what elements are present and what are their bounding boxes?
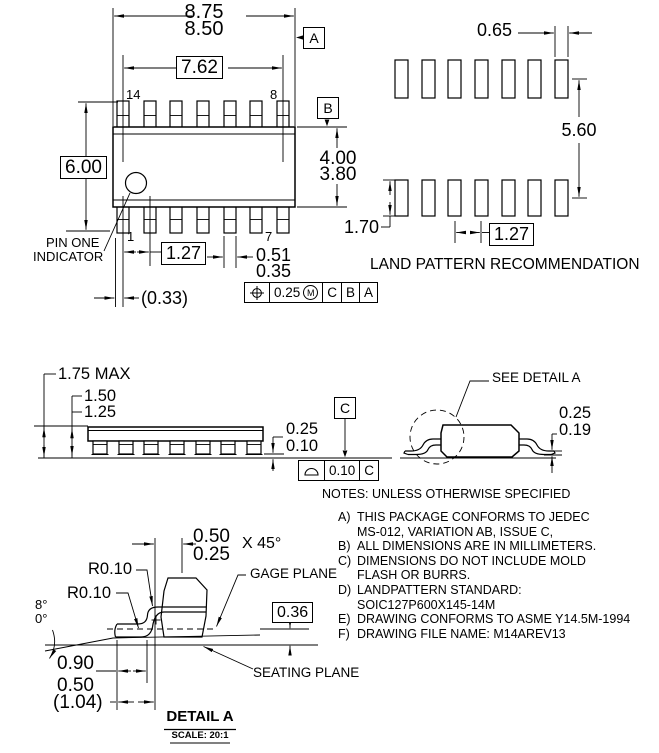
note-line: THIS PACKAGE CONFORMS TO JEDEC <box>357 510 590 524</box>
fcf-tolerance: 0.25 <box>274 285 301 300</box>
dim-height-max: 1.75 MAX <box>58 365 131 383</box>
detail-a-scale: SCALE: 20:1 <box>171 730 229 741</box>
end-view-linework <box>400 381 562 473</box>
dim-body-length-max: 8.75 <box>184 1 224 23</box>
dim-radius-upper: R0.10 <box>88 560 133 578</box>
fcf-datum-b: B <box>341 283 359 302</box>
note-line: DRAWING FILE NAME: M14AREV13 <box>357 626 566 641</box>
datum-flag-a: A <box>303 27 325 49</box>
chamfer-angle-label: X 45° <box>242 535 282 552</box>
dim-pitch-boxed: 1.27 <box>161 242 206 265</box>
land-pattern-linework <box>381 26 592 243</box>
dim-standoff-min: 0.10 <box>286 437 319 455</box>
dim-lead-span-max: 4.00 <box>319 148 357 169</box>
position-symbol-icon <box>245 283 269 302</box>
note-label: B) <box>338 539 351 554</box>
note-item-a <box>338 510 630 539</box>
datum-flag-c: C <box>334 397 356 419</box>
dim-height-lower: 1.25 <box>84 403 117 421</box>
pin-number-1: 1 <box>127 229 135 244</box>
dim-body-length-min: 8.50 <box>184 18 224 40</box>
flatness-tolerance-frame <box>298 460 379 481</box>
fcf-datum-a: A <box>359 283 377 302</box>
note-line: FLASH OR BURRS. <box>357 568 471 583</box>
dim-pad-length: 1.70 <box>344 217 380 237</box>
dim-lead-angle-min: 0° <box>35 611 48 626</box>
pin-one-label-line1: PIN ONE <box>46 235 100 250</box>
dim-end-offset-ref: (0.33) <box>141 288 189 308</box>
note-line: SOIC127P600X145-14M <box>357 597 496 612</box>
detail-a-title: DETAIL A <box>166 708 234 725</box>
top-view-linework <box>66 8 347 307</box>
note-label: E) <box>338 612 351 627</box>
note-line: DIMENSIONS DO NOT INCLUDE MOLD <box>357 553 586 568</box>
dim-pin-row-span-boxed: 7.62 <box>176 56 223 79</box>
notes-heading: NOTES: UNLESS OTHERWISE SPECIFIED <box>322 487 571 501</box>
dim-lead-width-max: 0.51 <box>256 245 292 265</box>
note-line: LANDPATTERN STANDARD: <box>357 582 522 597</box>
package-body-side-view <box>88 427 263 441</box>
dim-lead-span-min: 3.80 <box>319 164 357 185</box>
fcf-tolerance-cell <box>269 283 322 302</box>
see-detail-a-callout: SEE DETAIL A <box>492 370 581 385</box>
note-label: F) <box>338 626 350 641</box>
flatness-tolerance: 0.10 <box>324 461 359 480</box>
package-body-end-view <box>441 425 519 457</box>
note-label: D) <box>338 582 352 597</box>
dim-lead-thickness-max: 0.25 <box>559 404 592 422</box>
dim-lead-width-min: 0.35 <box>256 261 292 281</box>
dim-gage-to-seating-boxed: 0.36 <box>272 602 313 623</box>
note-item-b <box>338 539 630 554</box>
pin-number-14: 14 <box>126 87 141 102</box>
dim-foot-length-max: 0.90 <box>57 653 94 674</box>
note-line: DRAWING CONFORMS TO ASME Y14.5M-1994 <box>357 612 631 627</box>
note-item-f <box>338 627 630 642</box>
dim-height-upper: 1.50 <box>84 387 117 405</box>
mmc-modifier-icon: M <box>303 285 318 300</box>
note-label: C) <box>338 553 352 568</box>
dim-radius-lower: R0.10 <box>67 584 112 602</box>
fcf-datum-c: C <box>322 283 341 302</box>
note-item-e <box>338 612 630 627</box>
dim-lead-angle-max: 8° <box>35 597 48 612</box>
note-item-c <box>338 554 630 583</box>
note-item-d <box>338 583 630 612</box>
dim-land-pitch-boxed: 1.27 <box>489 223 534 246</box>
dim-body-width-boxed: 6.00 <box>60 156 107 179</box>
dim-foot-length-ref: (1.04) <box>53 692 103 713</box>
pin-one-label-line2: INDICATOR <box>33 249 104 264</box>
land-pattern-caption: LAND PATTERN RECOMMENDATION <box>370 256 640 273</box>
dim-row-spacing: 5.60 <box>561 120 597 140</box>
dim-chamfer-min: 0.25 <box>193 544 230 565</box>
gage-plane-label: GAGE PLANE <box>250 566 338 581</box>
profile-of-surface-symbol-icon <box>299 461 324 480</box>
dim-lead-thickness-min: 0.19 <box>559 421 592 439</box>
pin-number-7: 7 <box>265 229 273 244</box>
dim-foot-length-min: 0.50 <box>57 675 94 696</box>
pin-number-8: 8 <box>270 87 278 102</box>
note-line: ALL DIMENSIONS ARE IN MILLIMETERS. <box>357 539 597 554</box>
dim-pad-width: 0.65 <box>477 20 513 40</box>
datum-flag-b: B <box>317 97 339 119</box>
seating-plane-label: SEATING PLANE <box>253 665 360 680</box>
dim-standoff-max: 0.25 <box>286 420 319 438</box>
flatness-datum: C <box>359 461 378 480</box>
dim-chamfer-max: 0.50 <box>193 526 230 547</box>
note-label: A) <box>338 510 351 524</box>
notes-list <box>338 510 630 641</box>
package-body-top-view <box>113 127 295 207</box>
position-tolerance-frame <box>244 282 378 303</box>
note-line: MS-012, VARIATION AB, ISSUE C, <box>357 524 554 539</box>
